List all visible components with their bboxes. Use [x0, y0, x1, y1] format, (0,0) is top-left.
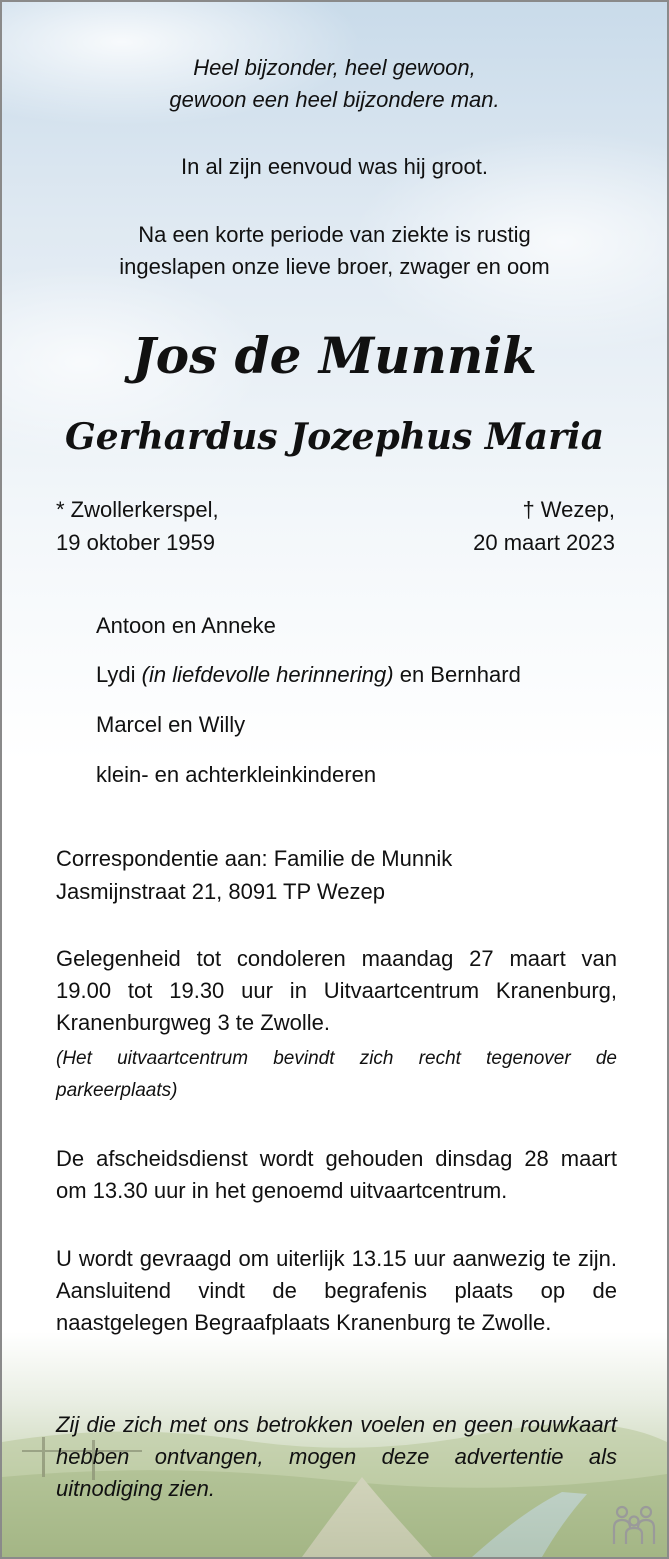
poem-line-2: gewoon een heel bijzondere man. [169, 87, 500, 112]
service-text-2: U wordt gevraagd om uiterlijk 13.15 uur aanwezig te zijn. Aansluitend vindt de begrafenis plaats op de naastgelegen Begraafplaats Kranenburg te Zwolle. [56, 1246, 617, 1335]
family-line-2-rest: en Bernhard [399, 662, 521, 687]
death-place: † Wezep, [522, 497, 615, 522]
poem-line-3: In al zijn eenvoud was hij groot. [181, 154, 488, 179]
birth-date: 19 oktober 1959 [56, 530, 216, 555]
family-line-2 [96, 659, 521, 691]
family-line-4: klein- en achterkleinkinderen [96, 762, 377, 787]
intro-line-2: ingeslapen onze lieve broer, zwager en oom [119, 254, 550, 279]
condolence-note: (Het uitvaartcentrum bevindt zich recht tegenover de parkeerplaats) [56, 1048, 617, 1101]
death-date: 20 maart 2023 [473, 530, 615, 555]
family-line-2-note: (in liefdevolle herinnering) [141, 662, 394, 687]
people-group-icon [608, 1504, 660, 1546]
service-text-1: De afscheidsdienst wordt gehouden dinsdag 28 maart om 13.30 uur in het genoemd uitvaartcentrum. [56, 1146, 617, 1203]
intro-line-1: Na een korte periode van ziekte is rustig [138, 222, 531, 247]
condolence-text: Gelegenheid tot condoleren maandag 27 maart van 19.00 tot 19.30 uur in Uitvaartcentrum Kranenburg, Kranenburgweg 3 te Zwolle. [56, 946, 617, 1035]
family-line-1: Antoon en Anneke [96, 613, 276, 638]
closing-text: Zij die zich met ons betrokken voelen en geen rouwkaart hebben ontvangen, mogen deze advertentie als uitnodiging zien. [56, 1412, 617, 1501]
family-line-2-name: Lydi [96, 662, 136, 687]
deceased-full-names: Gerhardus Jozephus Maria [64, 416, 605, 458]
correspondence-line-2: Jasmijnstraat 21, 8091 TP Wezep [56, 879, 385, 904]
family-line-3: Marcel en Willy [96, 712, 246, 737]
correspondence-line-1: Correspondentie aan: Familie de Munnik [56, 846, 453, 871]
poem-line-1: Heel bijzonder, heel gewoon, [193, 55, 476, 80]
deceased-name: Jos de Munnik [132, 326, 537, 385]
birth-place: * Zwollerkerspel, [56, 497, 219, 522]
